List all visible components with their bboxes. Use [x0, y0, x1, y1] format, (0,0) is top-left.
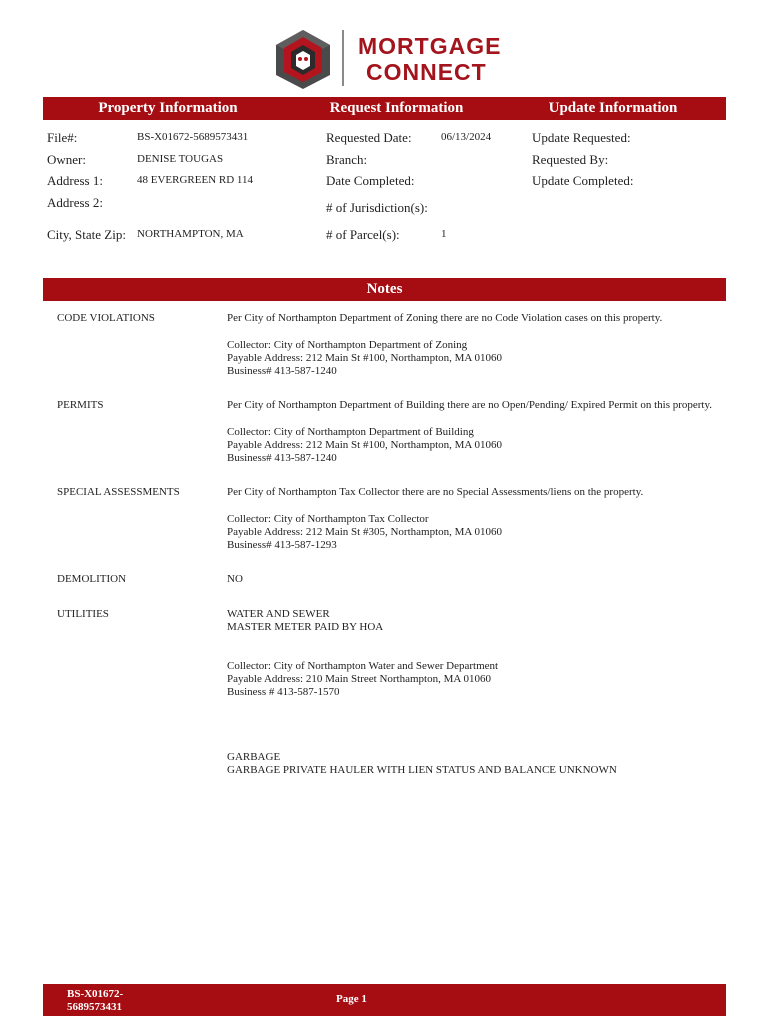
date-completed-label: Date Completed:: [326, 173, 415, 188]
file-value: BS-X01672-5689573431: [137, 131, 249, 143]
jurisdictions-label: # of Jurisdiction(s):: [326, 200, 428, 215]
requested-date-value: 06/13/2024: [441, 131, 492, 143]
permits-label: PERMITS: [57, 399, 104, 411]
note-line: Collector: City of Northampton Tax Collector: [227, 513, 429, 525]
note-line: GARBAGE PRIVATE HAULER WITH LIEN STATUS AND BALANCE UNKNOWN: [227, 764, 617, 776]
special-assessments-notes: [227, 486, 643, 552]
note-line: MASTER METER PAID BY HOA: [227, 621, 384, 633]
file-label: File#:: [47, 130, 78, 145]
update-completed-label: Update Completed:: [532, 173, 634, 188]
code-violations-notes: [227, 312, 662, 378]
note-line: Business# 413-587-1240: [227, 365, 337, 377]
footer-bar: [43, 984, 726, 1016]
address2-label: Address 2:: [47, 195, 103, 210]
info-header-bar: [43, 97, 726, 120]
page-number: Page 1: [336, 993, 367, 1005]
address1-label: Address 1:: [47, 173, 103, 188]
note-line: GARBAGE: [227, 751, 281, 763]
note-line: Per City of Northampton Tax Collector there are no Special Assessments/liens on the property.: [227, 486, 644, 498]
note-line: Business# 413-587-1240: [227, 452, 337, 464]
update-info-header: Update Information: [548, 100, 678, 116]
note-line: Per City of Northampton Department of Building there are no Open/Pending/ Expired Permit on this property.: [227, 399, 713, 411]
note-line: Collector: City of Northampton Department of Zoning: [227, 339, 468, 351]
owner-label: Owner:: [47, 152, 86, 167]
owner-value: DENISE TOUGAS: [137, 153, 224, 165]
code-violations-label: CODE VIOLATIONS: [57, 312, 155, 324]
utilities-label: UTILITIES: [57, 608, 109, 620]
note-line: WATER AND SEWER: [227, 608, 330, 620]
requested-by-label: Requested By:: [532, 152, 609, 167]
permits-notes: [227, 399, 712, 465]
logo-text-line2: CONNECT: [366, 59, 487, 85]
note-line: Payable Address: 212 Main St #100, Northampton, MA 01060: [227, 439, 502, 451]
demolition-label: DEMOLITION: [57, 573, 127, 585]
city-state-zip-label: City, State Zip:: [47, 227, 126, 242]
property-info-header: Property Information: [98, 100, 238, 116]
branch-label: Branch:: [326, 152, 368, 167]
note-line: Payable Address: 212 Main St #305, Northampton, MA 01060: [227, 526, 502, 538]
logo-mark-icon: [272, 28, 334, 90]
update-requested-label: Update Requested:: [532, 130, 631, 145]
note-line: Collector: City of Northampton Water and Sewer Department: [227, 660, 499, 672]
parcels-label: # of Parcel(s):: [326, 227, 400, 242]
request-info-header: Request Information: [329, 100, 464, 116]
requested-date-label: Requested Date:: [326, 130, 412, 145]
address1-value: 48 EVERGREEN RD 114: [137, 174, 254, 186]
parcels-value: 1: [441, 228, 447, 240]
note-line: Per City of Northampton Department of Zoning there are no Code Violation cases on this property.: [227, 312, 663, 324]
notes-header-bar: [43, 278, 726, 301]
note-line: Business # 413-587-1570: [227, 686, 340, 698]
utilities-notes: [227, 608, 617, 777]
logo-text-line1: MORTGAGE: [358, 33, 502, 59]
logo: [272, 28, 517, 90]
note-line: Payable Address: 210 Main Street Northampton, MA 01060: [227, 673, 491, 685]
demolition-value: NO: [227, 573, 243, 585]
city-state-zip-value: NORTHAMPTON, MA: [137, 228, 244, 240]
footer-file-line2: 5689573431: [67, 1001, 122, 1013]
special-assessments-label: SPECIAL ASSESSMENTS: [57, 486, 180, 498]
footer-file-number: [67, 988, 123, 1014]
note-line: Business# 413-587-1293: [227, 539, 337, 551]
notes-title: Notes: [366, 281, 403, 297]
footer-file-line1: BS-X01672-: [67, 988, 124, 1000]
note-line: Collector: City of Northampton Department of Building: [227, 426, 474, 438]
logo-divider: [342, 30, 344, 86]
note-line: Payable Address: 212 Main St #100, Northampton, MA 01060: [227, 352, 502, 364]
